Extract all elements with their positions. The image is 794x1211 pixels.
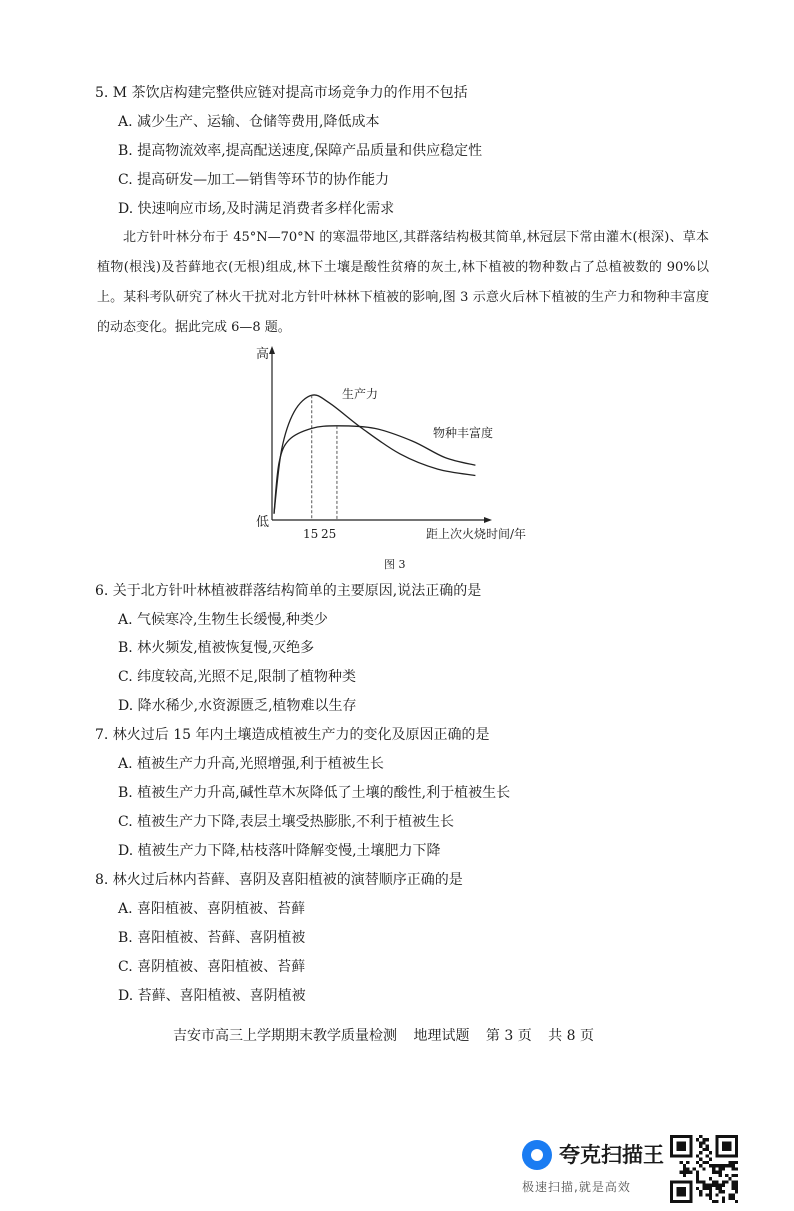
y-label-high: 高 bbox=[256, 347, 270, 362]
question-7-stem: 7. 林火过后 15 年内土壤造成植被生产力的变化及原因正确的是 bbox=[95, 727, 490, 743]
quark-logo-icon bbox=[522, 1140, 552, 1170]
question-8-option-c: C. 喜阴植被、喜阳植被、苔藓 bbox=[118, 959, 306, 975]
footer-total-pages: 共 8 页 bbox=[548, 1028, 594, 1044]
page-footer bbox=[173, 1025, 606, 1045]
scanner-watermark bbox=[522, 1135, 672, 1200]
x-tick-label-25: 25 bbox=[321, 527, 337, 541]
question-6-option-d: D. 降水稀少,水资源匮乏,植物难以生存 bbox=[118, 698, 357, 714]
question-7-option-c: C. 植被生产力下降,表层土壤受热膨胀,不利于植被生长 bbox=[118, 814, 455, 830]
question-8-option-d: D. 苔藓、喜阳植被、喜阴植被 bbox=[118, 988, 306, 1004]
y-axis-arrow-icon bbox=[269, 346, 275, 354]
question-7-option-b: B. 植被生产力升高,碱性草木灰降低了土壤的酸性,利于植被生长 bbox=[118, 785, 511, 801]
question-7-option-d: D. 植被生产力下降,枯枝落叶降解变慢,土壤肥力下降 bbox=[118, 843, 441, 859]
productivity-curve-label: 生产力 bbox=[342, 387, 379, 401]
footer-exam-name: 吉安市高三上学期期末教学质量检测 bbox=[173, 1028, 397, 1044]
question-8-option-b: B. 喜阳植被、苔藓、喜阴植被 bbox=[118, 930, 306, 946]
footer-subject: 地理试题 bbox=[413, 1028, 470, 1044]
question-7-option-a: A. 植被生产力升高,光照增强,利于植被生长 bbox=[118, 756, 384, 772]
question-6-option-c: C. 纬度较高,光照不足,限制了植物种类 bbox=[118, 669, 357, 685]
figure-caption: 图 3 bbox=[384, 558, 406, 571]
productivity-curve bbox=[274, 395, 475, 514]
question-6-option-a: A. 气候寒冷,生物生长缓慢,种类少 bbox=[118, 612, 328, 628]
y-label-low: 低 bbox=[256, 515, 270, 530]
x-axis-label: 距上次火烧时间/年 bbox=[426, 527, 527, 541]
question-8-stem: 8. 林火过后林内苔藓、喜阴及喜阳植被的演替顺序正确的是 bbox=[95, 872, 463, 888]
question-5-option-c: C. 提高研发—加工—销售等环节的协作能力 bbox=[118, 172, 390, 188]
question-5-option-d: D. 快速响应市场,及时满足消费者多样化需求 bbox=[118, 201, 395, 217]
x-tick-label-15: 15 bbox=[303, 527, 319, 541]
species-richness-curve-label: 物种丰富度 bbox=[433, 426, 494, 440]
question-5-option-a: A. 减少生产、运输、仓储等费用,降低成本 bbox=[118, 114, 380, 130]
footer-page-number: 第 3 页 bbox=[485, 1028, 532, 1044]
question-6-option-b: B. 林火频发,植被恢复慢,灭绝多 bbox=[118, 640, 315, 656]
question-8-option-a: A. 喜阳植被、喜阴植被、苔藓 bbox=[118, 901, 306, 917]
scanner-slogan: 极速扫描,就是高效 bbox=[522, 1180, 631, 1194]
question-5-option-b: B. 提高物流效率,提高配送速度,保障产品质量和供应稳定性 bbox=[118, 143, 483, 159]
x-axis-arrow-icon bbox=[484, 517, 492, 523]
question-6-stem: 6. 关于北方针叶林植被群落结构简单的主要原因,说法正确的是 bbox=[95, 583, 482, 599]
question-5-stem: 5. M 茶饮店构建完整供应链对提高市场竞争力的作用不包括 bbox=[95, 85, 468, 101]
passage-text: 北方针叶林分布于 45°N—70°N 的寒温带地区,其群落结构极其简单,林冠层下常由灌木(根深)、草本植物(根浅)及苔藓地衣(无根)组成,林下土壤是酸性贫瘠的灰土,林下植被的物种数占了总植被数的 90%以上。某科考队研究了林火干扰对北方针叶林林下植被的影响,图 3 示意火后林下植被的生产力和物种丰富度的动态变化。据此完成 6—8 题。 bbox=[97, 230, 709, 335]
figure-3-chart bbox=[250, 340, 560, 550]
scanner-brand-name: 夸克扫描王 bbox=[559, 1143, 664, 1167]
qr-code-icon bbox=[670, 1135, 738, 1203]
